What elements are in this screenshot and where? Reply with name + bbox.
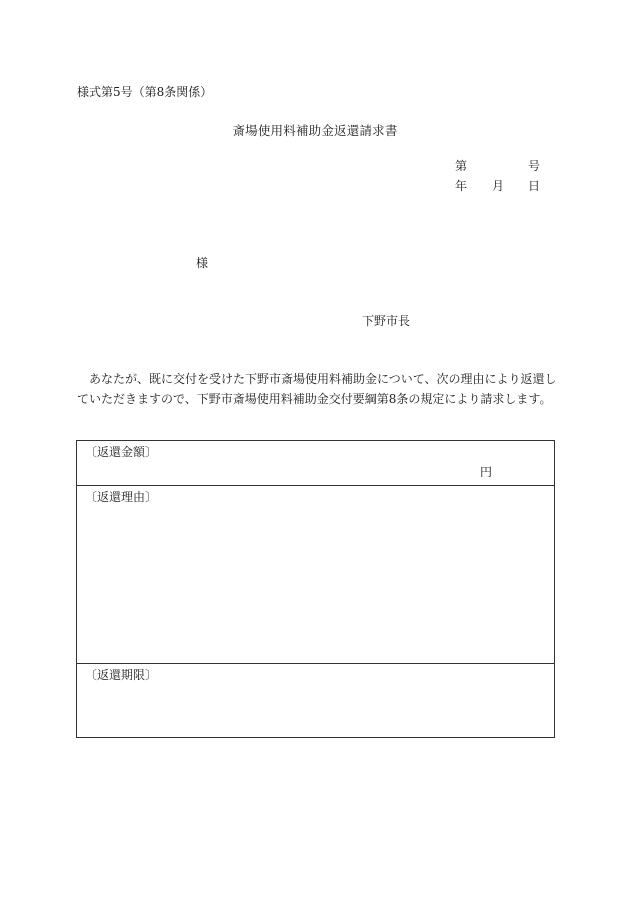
body-paragraph — [77, 369, 557, 409]
date-line — [455, 180, 543, 194]
addressee-honorific: 様 — [196, 256, 209, 270]
refund-deadline-label: 〔返還期限〕 — [85, 668, 158, 682]
number-prefix: 第 — [455, 159, 468, 173]
date-year: 年 — [455, 179, 468, 193]
yen-unit: 円 — [480, 465, 493, 479]
refund-form-table — [76, 440, 555, 738]
body-line-1: あなたが、既に交付を受けた下野市斎場使用料補助金について、次の理由により返還し — [89, 372, 557, 386]
refund-amount-label: 〔返還金額〕 — [85, 445, 158, 459]
refund-reason-section — [77, 486, 554, 664]
body-line-2: ていただきますので、下野市斎場使用料補助金交付要綱第8条の規定により請求します。 — [77, 392, 552, 406]
refund-reason-label: 〔返還理由〕 — [85, 490, 158, 504]
refund-deadline-section — [77, 664, 554, 737]
issuer-name: 下野市長 — [362, 314, 411, 328]
document-number-line — [455, 160, 543, 174]
date-day: 日 — [528, 179, 541, 193]
number-suffix: 号 — [528, 159, 541, 173]
document-title: 斎場使用料補助金返還請求書 — [232, 123, 398, 138]
refund-amount-section — [77, 441, 554, 486]
form-number: 様式第5号（第8条関係） — [77, 85, 213, 99]
date-month: 月 — [492, 179, 505, 193]
